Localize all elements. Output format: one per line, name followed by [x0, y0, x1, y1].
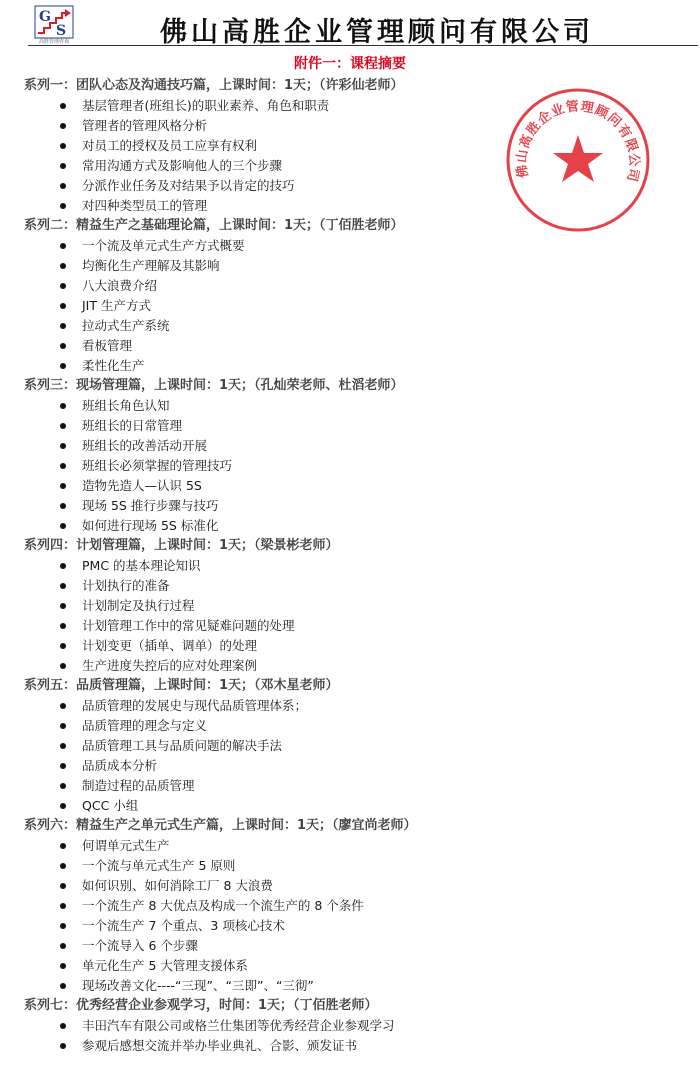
- bullet-icon: [60, 503, 66, 509]
- list-item: [24, 436, 684, 456]
- bullet-icon: [60, 183, 66, 189]
- bullet-icon: [60, 663, 66, 669]
- list-item-text: 对员工的授权及员工应享有权利: [82, 138, 258, 153]
- bullet-icon: [60, 703, 66, 709]
- page-header: [0, 0, 700, 50]
- list-item: [24, 956, 684, 976]
- list-item: [24, 836, 684, 856]
- series-title: 系列五：品质管理篇，上课时间：1天；（邓木星老师）: [24, 678, 339, 693]
- bullet-icon: [60, 623, 66, 629]
- bullet-icon: [60, 903, 66, 909]
- list-item: [24, 316, 684, 336]
- list-item-text: 计划管理工作中的常见疑难问题的处理: [82, 618, 295, 633]
- list-item: [24, 896, 684, 916]
- list-item: [24, 296, 684, 316]
- bullet-icon: [60, 423, 66, 429]
- list-item-text: 管理者的管理风格分析: [82, 118, 208, 133]
- list-item-text: 品质管理的发展史与现代品质管理体系；: [82, 698, 308, 713]
- bullet-icon: [60, 163, 66, 169]
- list-item-text: 看板管理: [82, 338, 133, 353]
- bullet-icon: [60, 603, 66, 609]
- svg-text:S: S: [56, 23, 67, 39]
- bullet-icon: [60, 343, 66, 349]
- bullet-icon: [60, 843, 66, 849]
- list-item: [24, 456, 684, 476]
- list-item-text: 单元化生产 5 大管理支援体系: [82, 958, 248, 973]
- series-title: 系列六：精益生产之单元式生产篇，上课时间：1天；（廖宜尚老师）: [24, 818, 417, 833]
- list-item-text: 班组长的日常管理: [82, 418, 183, 433]
- bullet-icon: [60, 803, 66, 809]
- list-item: [24, 656, 684, 676]
- bullet-icon: [60, 783, 66, 789]
- list-item-text: 品质管理的理念与定义: [82, 718, 208, 733]
- svg-text:G: G: [39, 9, 51, 25]
- list-item: [24, 736, 684, 756]
- bullet-icon: [60, 923, 66, 929]
- list-item-text: 品质成本分析: [82, 758, 158, 773]
- company-logo: [34, 5, 74, 47]
- bullet-icon: [60, 943, 66, 949]
- list-item: [24, 856, 684, 876]
- list-item-text: 一个流导入 6 个步骤: [82, 938, 198, 953]
- list-item: [24, 696, 684, 716]
- list-item: [24, 416, 684, 436]
- bullet-icon: [60, 483, 66, 489]
- list-item: [24, 776, 684, 796]
- list-item: [24, 616, 684, 636]
- bullet-icon: [60, 983, 66, 989]
- list-item-text: 造物先造人—认识 5S: [82, 478, 202, 493]
- list-item-text: 何谓单元式生产: [82, 838, 170, 853]
- list-item-text: 现场 5S 推行步骤与技巧: [82, 498, 219, 513]
- list-item: [24, 1016, 684, 1036]
- list-item-text: 计划变更（插单、调单）的处理: [82, 638, 258, 653]
- list-item: [24, 356, 684, 376]
- list-item-text: 常用沟通方式及影响他人的三个步骤: [82, 158, 283, 173]
- list-item: [24, 236, 684, 256]
- list-item: [24, 936, 684, 956]
- list-item: [24, 476, 684, 496]
- bullet-icon: [60, 283, 66, 289]
- list-item: [24, 496, 684, 516]
- list-item: [24, 336, 684, 356]
- bullet-icon: [60, 103, 66, 109]
- list-item-text: 品质管理工具与品质问题的解决手法: [82, 738, 283, 753]
- list-item-text: 柔性化生产: [82, 358, 145, 373]
- header-divider: [28, 45, 698, 46]
- list-item-text: 拉动式生产系统: [82, 318, 170, 333]
- bullet-icon: [60, 403, 66, 409]
- list-item: [24, 276, 684, 296]
- bullet-icon: [60, 443, 66, 449]
- list-item-text: 如何进行现场 5S 标准化: [82, 518, 219, 533]
- bullet-icon: [60, 323, 66, 329]
- bullet-icon: [60, 863, 66, 869]
- list-item: [24, 556, 684, 576]
- list-item: [24, 976, 684, 996]
- series-title: 系列二：精益生产之基础理论篇，上课时间：1天；（丁佰胜老师）: [24, 218, 404, 233]
- list-item-text: JIT 生产方式: [82, 298, 151, 313]
- company-name: 佛山高胜企业管理顾问有限公司: [160, 17, 594, 48]
- list-item: [24, 636, 684, 656]
- bullet-icon: [60, 883, 66, 889]
- list-item-text: 分派作业任务及对结果予以肯定的技巧: [82, 178, 295, 193]
- list-item-text: 生产进度失控后的应对处理案例: [82, 658, 258, 673]
- list-item-text: 一个流生产 8 大优点及构成一个流生产的 8 个条件: [82, 898, 364, 913]
- list-item: [24, 756, 684, 776]
- list-item-text: 丰田汽车有限公司或格兰仕集团等优秀经营企业参观学习: [82, 1018, 395, 1033]
- list-item: [24, 516, 684, 536]
- list-item-text: 基层管理者(班组长)的职业素养、角色和职责: [82, 98, 330, 113]
- list-item-text: 现场改善文化----“三现”、“三即”、“三彻”: [82, 978, 314, 993]
- seal-text: 佛山高胜企业管理顾问有限公司: [514, 99, 642, 184]
- bullet-icon: [60, 363, 66, 369]
- list-item: [24, 596, 684, 616]
- seal-star-icon: [553, 135, 603, 182]
- list-item-text: 均衡化生产理解及其影响: [82, 258, 220, 273]
- bullet-icon: [60, 523, 66, 529]
- list-item-text: 参观后感想交流并举办毕业典礼、合影、颁发证书: [82, 1038, 358, 1053]
- list-item-text: QCC 小组: [82, 798, 139, 813]
- list-item: [24, 796, 684, 816]
- list-item-text: 计划制定及执行过程: [82, 598, 195, 613]
- bullet-icon: [60, 263, 66, 269]
- list-item: [24, 396, 684, 416]
- bullet-icon: [60, 203, 66, 209]
- list-item-text: 班组长角色认知: [82, 398, 170, 413]
- list-item: [24, 576, 684, 596]
- bullet-icon: [60, 463, 66, 469]
- bullet-icon: [60, 123, 66, 129]
- bullet-icon: [60, 243, 66, 249]
- list-item: [24, 256, 684, 276]
- series-title: 系列七：优秀经营企业参观学习，时间：1天；（丁佰胜老师）: [24, 998, 378, 1013]
- list-item-text: 计划执行的准备: [82, 578, 170, 593]
- bullet-icon: [60, 303, 66, 309]
- list-item-text: 一个流及单元式生产方式概要: [82, 238, 245, 253]
- series-title: 系列三：现场管理篇，上课时间：1天；（孔灿荣老师、杜滔老师）: [24, 378, 404, 393]
- bullet-icon: [60, 1043, 66, 1049]
- list-item-text: 对四种类型员工的管理: [82, 198, 208, 213]
- list-item-text: 制造过程的品质管理: [82, 778, 195, 793]
- list-item-text: 八大浪费介绍: [82, 278, 158, 293]
- list-item: [24, 716, 684, 736]
- company-seal: [505, 87, 651, 233]
- bullet-icon: [60, 963, 66, 969]
- bullet-icon: [60, 143, 66, 149]
- list-item-text: 一个流与单元式生产 5 原则: [82, 858, 236, 873]
- bullet-icon: [60, 563, 66, 569]
- list-item: [24, 916, 684, 936]
- bullet-icon: [60, 743, 66, 749]
- series-title: 系列一：团队心态及沟通技巧篇，上课时间：1天；（许彩仙老师）: [24, 78, 404, 93]
- list-item-text: 如何识别、如何消除工厂 8 大浪费: [82, 878, 273, 893]
- bullet-icon: [60, 723, 66, 729]
- list-item-text: 班组长必须掌握的管理技巧: [82, 458, 233, 473]
- list-item-text: PMC 的基本理论知识: [82, 558, 201, 573]
- bullet-icon: [60, 583, 66, 589]
- bullet-icon: [60, 1023, 66, 1029]
- attachment-title: 附件一：课程摘要: [294, 56, 406, 72]
- list-item: [24, 876, 684, 896]
- bullet-icon: [60, 643, 66, 649]
- bullet-icon: [60, 763, 66, 769]
- list-item: [24, 1036, 684, 1056]
- list-item-text: 班组长的改善活动开展: [82, 438, 208, 453]
- logo-graphic: [34, 5, 74, 39]
- series-title: 系列四：计划管理篇，上课时间：1天；（梁景彬老师）: [24, 538, 339, 553]
- list-item-text: 一个流生产 7 个重点、3 项核心技术: [82, 918, 285, 933]
- logo-text: 高胜管理咨询: [38, 39, 69, 45]
